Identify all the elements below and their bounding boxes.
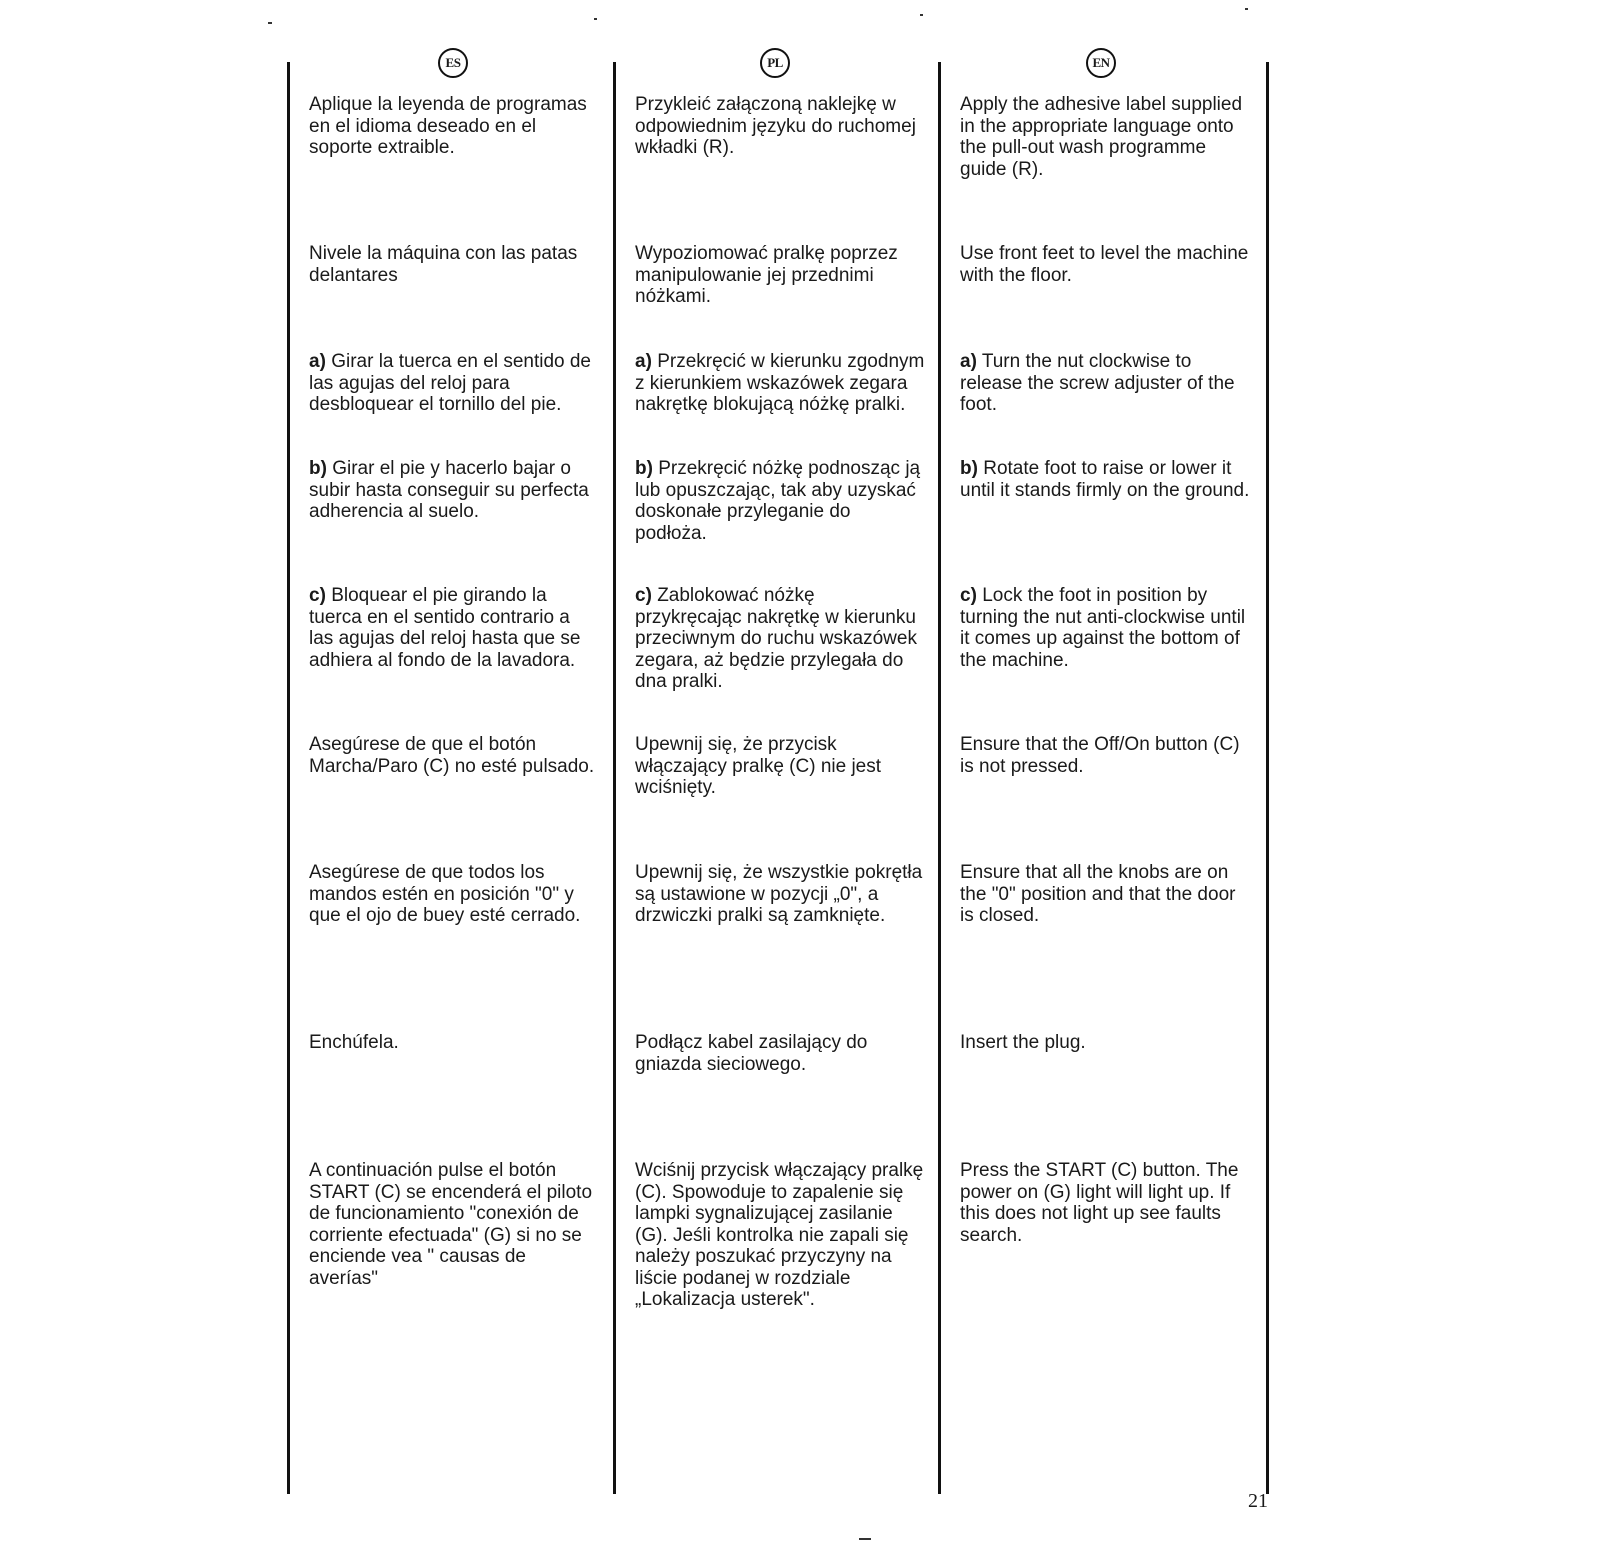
pl-step-b: b) Przekręcić nóżkę podnosząc ją lub opuszczając, tak aby uzyskać doskonałe przyleganie do podłoża. [635, 458, 921, 544]
en-step-c: c) Lock the foot in position by turning the nut anti-clockwise until it comes up against the bottom of the machine. [960, 585, 1246, 671]
scan-speck [594, 18, 597, 20]
es-label-instruction: Aplique la leyenda de programas en el idioma deseado en el soporte extraible. [309, 94, 587, 158]
language-badge-es: ES [438, 48, 468, 78]
es-step-a: a) Girar la tuerca en el sentido de las agujas del reloj para desbloquear el tornillo del pie. [309, 351, 591, 415]
en-level-instruction: Use front feet to level the machine with the floor. [960, 243, 1249, 286]
es-step-b: b) Girar el pie y hacerlo bajar o subir hasta conseguir su perfecta adherencia al suelo. [309, 458, 589, 522]
es-level-instruction: Nivele la máquina con las patas delantares [309, 243, 578, 286]
es-onoff-instruction: Asegúrese de que el botón Marcha/Paro (C) no esté pulsado. [309, 734, 595, 777]
language-badge-pl: PL [760, 48, 790, 78]
scan-speck [268, 22, 272, 24]
scan-speck [1245, 8, 1248, 10]
column-divider [287, 62, 290, 1494]
scan-speck [859, 1538, 871, 1540]
en-label-instruction: Apply the adhesive label supplied in the appropriate language onto the pull-out wash programme guide (R). [960, 94, 1243, 180]
en-knobs-instruction: Ensure that all the knobs are on the "0" position and that the door is closed. [960, 862, 1236, 926]
pl-level-instruction: Wypoziomować pralkę poprzez manipulowanie jej przednimi nóżkami. [635, 243, 898, 307]
es-step-c: c) Bloquear el pie girando la tuerca en el sentido contrario a las agujas del reloj hasta que se adhiera al fondo de la lavadora. [309, 585, 581, 671]
pl-plug-instruction: Podłącz kabel zasilający do gniazda sieciowego. [635, 1032, 868, 1075]
column-divider [1266, 62, 1269, 1494]
en-onoff-instruction: Ensure that the Off/On button (C) is not pressed. [960, 734, 1240, 777]
page-number: 21 [1248, 1490, 1268, 1512]
pl-start-instruction: Wciśnij przycisk włączający pralkę (C). Spowoduje to zapalenie się lampki sygnalizującej zasilanie (G). Jeśli kontrolka nie zapali się należy poszukać przyczyny na liście podanej w rozdziale „Lokalizacja usterek". [635, 1160, 924, 1310]
pl-label-instruction: Przykleić załączoną naklejkę w odpowiednim języku do ruchomej wkładki (R). [635, 94, 916, 158]
en-step-a: a) Turn the nut clockwise to release the screw adjuster of the foot. [960, 351, 1235, 415]
pl-step-a: a) Przekręcić w kierunku zgodnym z kierunkiem wskazówek zegara nakrętkę blokującą nóżkę pralki. [635, 351, 925, 415]
en-plug-instruction: Insert the plug. [960, 1032, 1086, 1053]
column-divider [938, 62, 941, 1494]
pl-onoff-instruction: Upewnij się, że przycisk włączający pralkę (C) nie jest wciśnięty. [635, 734, 882, 798]
es-start-instruction: A continuación pulse el botón START (C) se encenderá el piloto de funcionamiento "conexión de corriente efectuada" (G) si no se enciende vea " causas de averías" [309, 1160, 593, 1289]
en-step-b: b) Rotate foot to raise or lower it until it stands firmly on the ground. [960, 458, 1250, 501]
es-knobs-instruction: Asegúrese de que todos los mandos estén en posición "0" y que el ojo de buey esté cerrado. [309, 862, 581, 926]
pl-knobs-instruction: Upewnij się, że wszystkie pokrętła są ustawione w pozycji „0", a drzwiczki pralki są zamknięte. [635, 862, 923, 926]
en-start-instruction: Press the START (C) button. The power on (G) light will light up. If this does not light up see faults search. [960, 1160, 1239, 1246]
column-divider [613, 62, 616, 1494]
pl-step-c: c) Zablokować nóżkę przykręcając nakrętkę w kierunku przeciwnym do ruchu wskazówek zegara, aż będzie przylegała do dna pralki. [635, 585, 917, 692]
language-badge-en: EN [1086, 48, 1116, 78]
scan-speck [920, 14, 923, 16]
es-plug-instruction: Enchúfela. [309, 1032, 399, 1053]
